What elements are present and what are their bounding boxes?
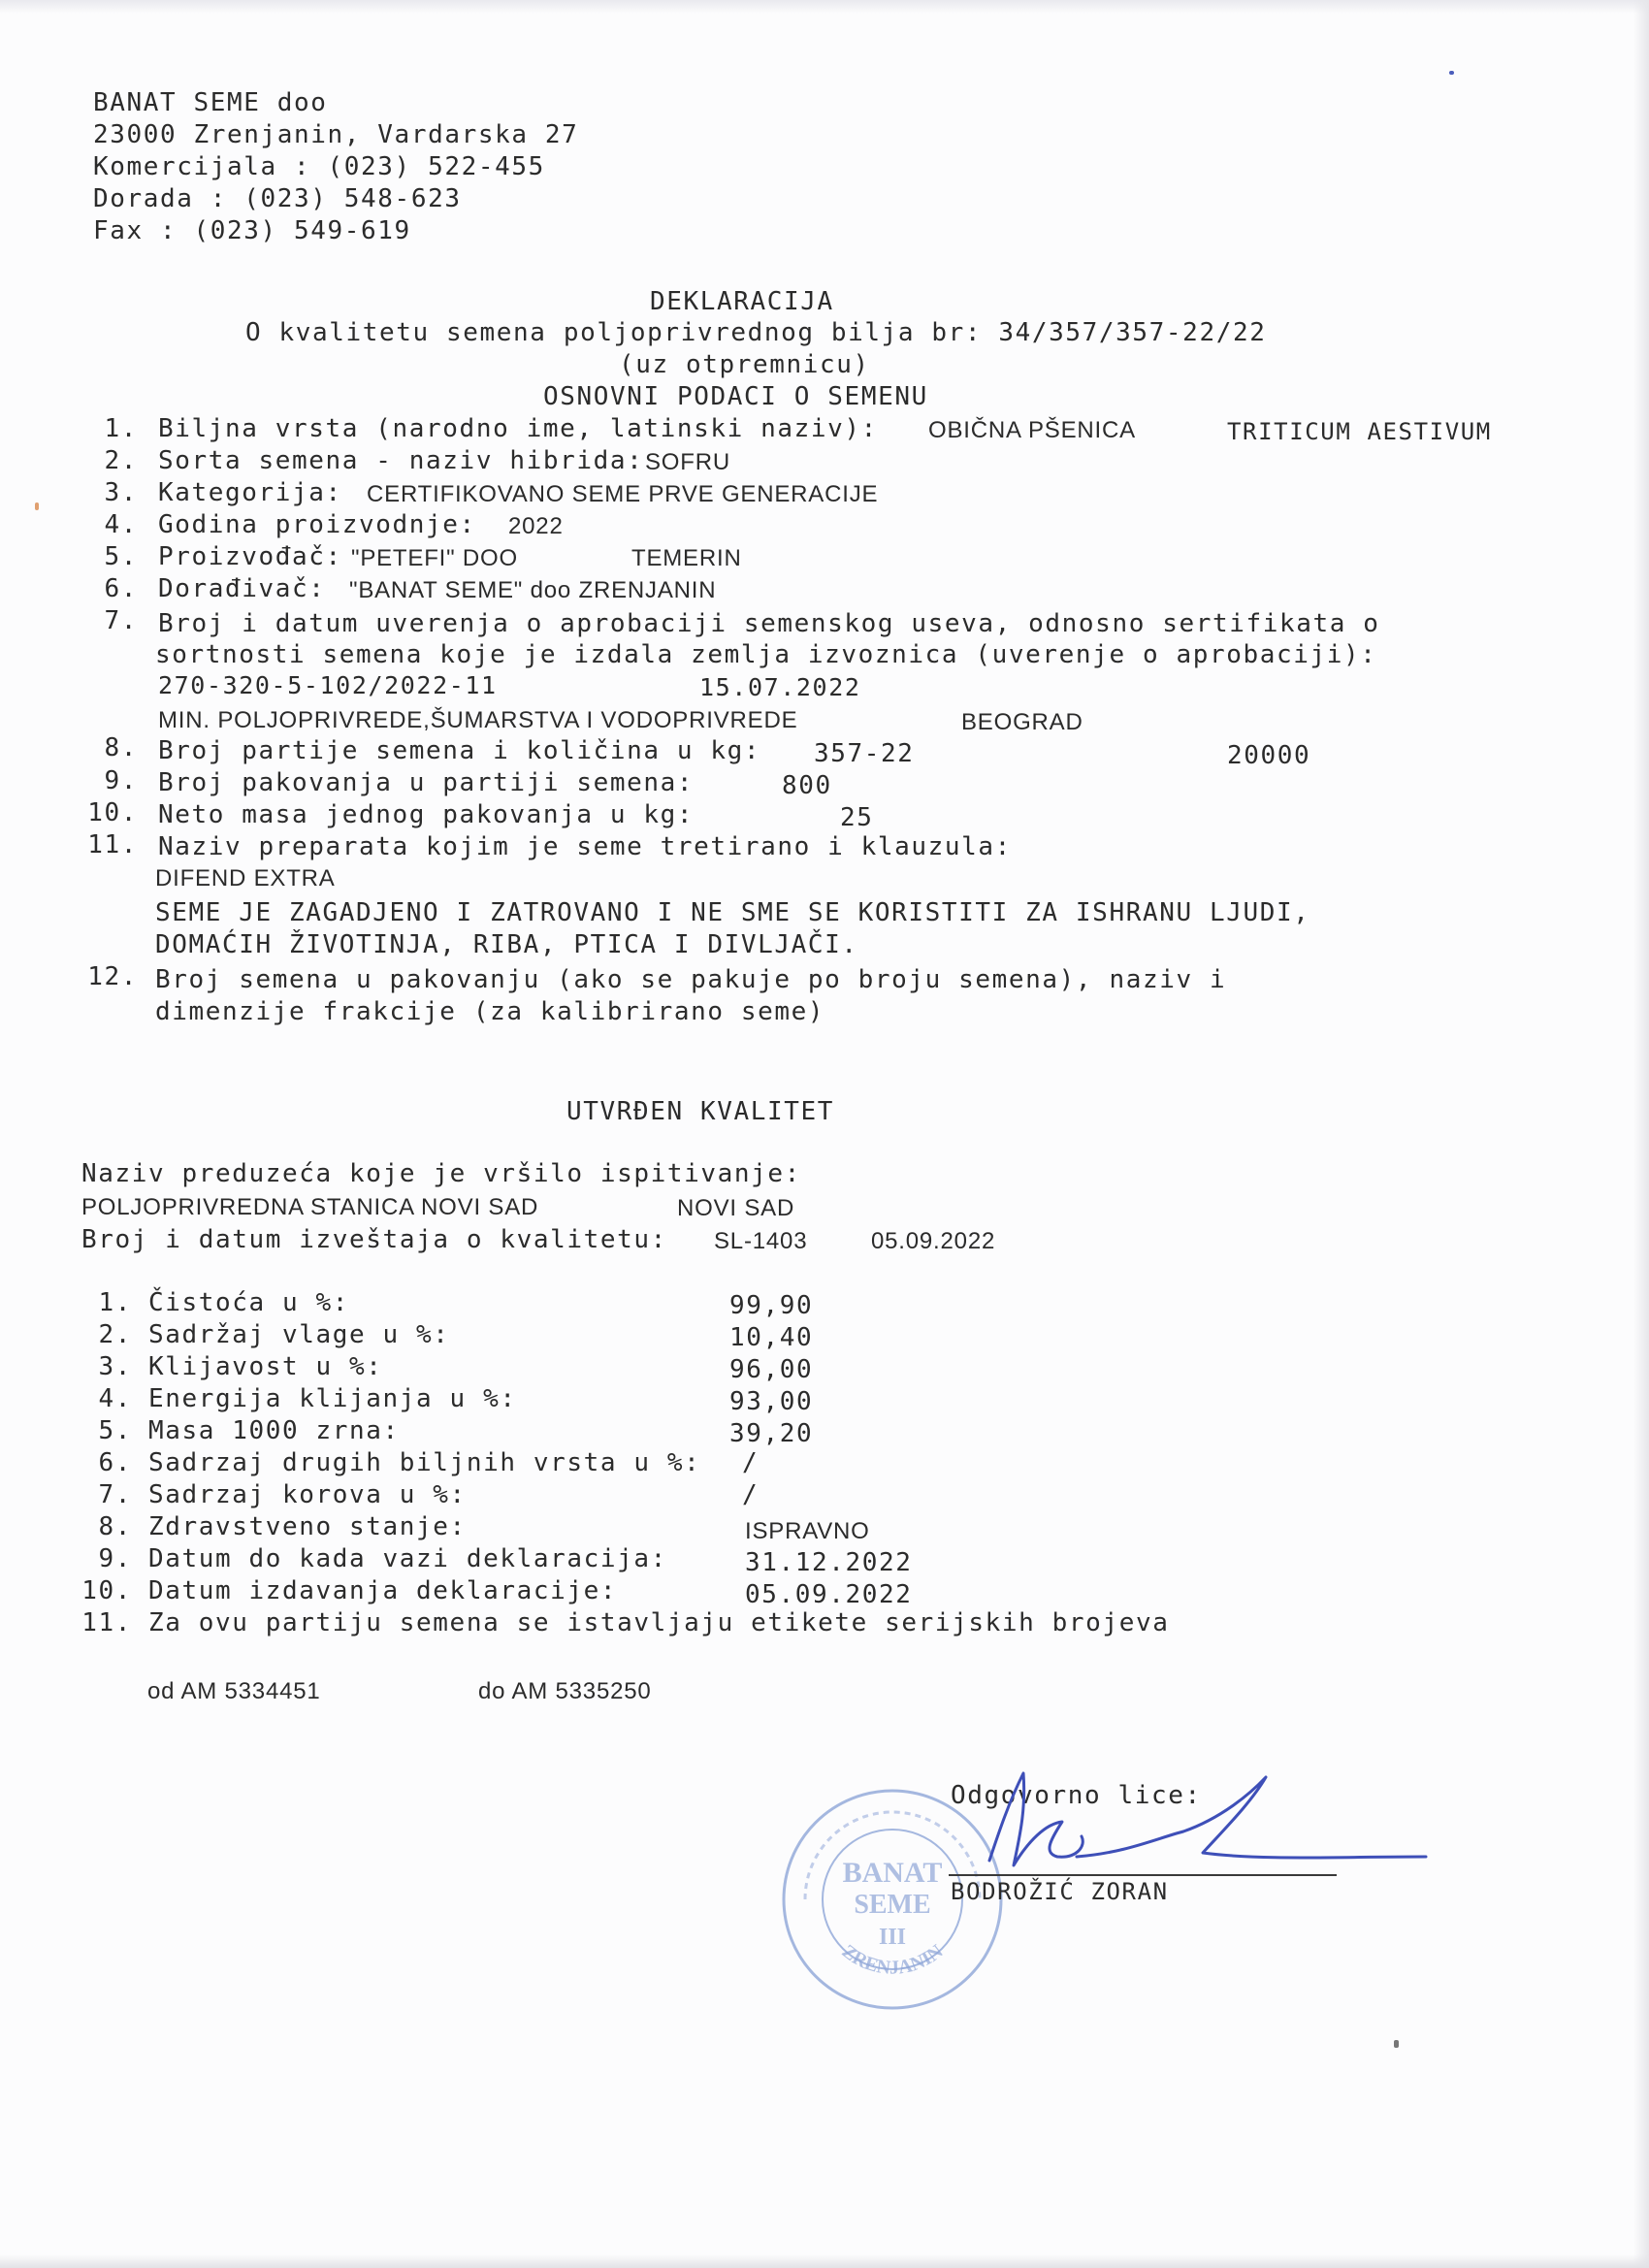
quality-item-label: Sadrzaj drugih biljnih vrsta u %: <box>148 1448 701 1477</box>
quality-item-label: Datum do kada vazi deklaracija: <box>148 1544 667 1573</box>
quality-item-label: Klijavost u %: <box>148 1352 383 1381</box>
stamp-line2: SEME <box>854 1890 931 1920</box>
company-phone-sales: Komercijala : (023) 522-455 <box>93 152 545 181</box>
list-item-label: Godina proizvodnje: <box>158 510 476 539</box>
processor-value: "BANAT SEME" doo ZRENJANIN <box>349 577 717 603</box>
treatment-warning-line1: SEME JE ZAGADJENO I ZATROVANO I NE SME SE KORISTITI ZA ISHRANU LJUDI, <box>155 898 1310 927</box>
list-item-number: 8. <box>104 733 138 762</box>
quality-item-value: 99,90 <box>729 1291 814 1320</box>
quality-item-value: / <box>742 1448 760 1477</box>
quality-item-value: 93,00 <box>729 1387 814 1416</box>
quality-item-label: Energija klijanja u %: <box>148 1384 517 1413</box>
document-note: (uz otpremnicu) <box>619 350 870 379</box>
package-mass-value: 25 <box>840 803 874 832</box>
list-item-number: 11. <box>87 830 138 859</box>
lab-city: NOVI SAD <box>677 1195 795 1221</box>
quality-item-value: ISPRAVNO <box>745 1518 870 1544</box>
quality-item-number: 5. <box>98 1416 132 1445</box>
scan-speck <box>1394 2040 1399 2048</box>
quality-item-number: 8. <box>98 1512 132 1541</box>
producer-city: TEMERIN <box>631 545 742 571</box>
list-item-label: Proizvođač: <box>158 542 342 571</box>
scan-edge-bottom <box>0 2254 1649 2268</box>
quality-item-label: Masa 1000 zrna: <box>148 1416 400 1445</box>
serial-range-to: do AM 5335250 <box>478 1678 652 1704</box>
scan-speck <box>1449 71 1454 75</box>
list-item-label: Neto masa jednog pakovanja u kg: <box>158 800 695 829</box>
treatment-warning-line2: DOMAĆIH ŽIVOTINJA, RIBA, PTICA I DIVLJAČI. <box>155 930 858 959</box>
signatory-name: BODROŽIĆ ZORAN <box>951 1878 1169 1905</box>
quality-item-label: Za ovu partiju semena se istavljaju etikete serijskih brojeva <box>148 1608 1170 1637</box>
list-item-label: Naziv preparata kojim je seme tretirano i klauzula: <box>158 832 1012 861</box>
quality-item-value: / <box>742 1480 760 1509</box>
certificate-number: 270-320-5-102/2022-11 <box>158 671 498 699</box>
scan-edge-top <box>0 0 1649 14</box>
list-item-number: 1. <box>104 414 138 443</box>
certificate-issuer: MIN. POLJOPRIVREDE,ŠUMARSTVA I VODOPRIVREDE <box>158 707 798 733</box>
quality-item-number: 9. <box>98 1544 132 1573</box>
quality-item-value: 39,20 <box>729 1419 814 1448</box>
quality-item-number: 10. <box>81 1576 132 1605</box>
quality-item-number: 6. <box>98 1448 132 1477</box>
list-item-label-continued: sortnosti semena koje je izdala zemlja izvoznica (uverenje o aprobaciji): <box>155 640 1377 669</box>
quality-item-value: 96,00 <box>729 1355 814 1384</box>
package-count-value: 800 <box>782 771 832 800</box>
section-title-quality: UTVRĐEN KVALITET <box>566 1097 835 1126</box>
quality-item-value: 31.12.2022 <box>745 1548 913 1577</box>
stamp-line3: III <box>878 1925 907 1950</box>
list-item-label: Biljna vrsta (narodno ime, latinski naziv): <box>158 414 878 443</box>
list-item-number: 6. <box>104 574 138 603</box>
company-name: BANAT SEME doo <box>93 88 328 117</box>
stamp-line1: BANAT <box>842 1857 943 1889</box>
report-label: Broj i datum izveštaja o kvalitetu: <box>81 1225 667 1254</box>
list-item-label: Broj i datum uverenja o aprobaciji semenskog useva, odnosno sertifikata o <box>158 609 1380 638</box>
producer-value: "PETEFI" DOO <box>351 545 518 571</box>
report-date: 05.09.2022 <box>871 1228 996 1254</box>
quality-item-number: 7. <box>98 1480 132 1509</box>
plant-latin-name: TRITICUM AESTIVUM <box>1227 418 1492 445</box>
scan-speck <box>35 502 39 510</box>
quality-item-label: Sadrzaj korova u %: <box>148 1480 467 1509</box>
category-value: CERTIFIKOVANO SEME PRVE GENERACIJE <box>367 481 879 507</box>
quality-item-label: Datum izdavanja deklaracije: <box>148 1576 618 1605</box>
document-title: DEKLARACIJA <box>650 287 834 316</box>
certificate-date: 15.07.2022 <box>699 673 861 701</box>
lab-name: POLJOPRIVREDNA STANICA NOVI SAD <box>81 1194 539 1220</box>
quality-item-label: Sadržaj vlage u %: <box>148 1320 450 1349</box>
list-item-label: Kategorija: <box>158 478 342 507</box>
quality-item-value: 05.09.2022 <box>745 1580 913 1609</box>
serial-range-from: od AM 5334451 <box>147 1678 321 1704</box>
quality-item-number: 11. <box>81 1608 132 1637</box>
variety-value: SOFRU <box>645 449 730 475</box>
certificate-issuer-city: BEOGRAD <box>961 709 1083 735</box>
report-number: SL-1403 <box>714 1228 808 1254</box>
company-address: 23000 Zrenjanin, Vardarska 27 <box>93 120 579 149</box>
list-item-number: 7. <box>104 606 138 635</box>
company-phone-processing: Dorada : (023) 548-623 <box>93 184 462 213</box>
list-item-label: Broj pakovanja u partiji semena: <box>158 768 695 797</box>
batch-number-value: 357-22 <box>814 739 915 768</box>
list-item-number: 9. <box>104 766 138 795</box>
handwritten-signature <box>931 1764 1436 1880</box>
signature-line <box>949 1874 1337 1876</box>
list-item-number: 3. <box>104 478 138 507</box>
scan-edge-right <box>1633 0 1649 2268</box>
batch-quantity-value: 20000 <box>1227 741 1311 770</box>
list-item-number: 2. <box>104 446 138 475</box>
company-fax: Fax : (023) 549-619 <box>93 216 411 245</box>
section-title-basic: OSNOVNI PODACI O SEMENU <box>543 382 928 411</box>
list-item-label-continued: dimenzije frakcije (za kalibrirano seme) <box>155 997 825 1026</box>
list-item-number: 4. <box>104 510 138 539</box>
list-item-label: Broj semena u pakovanju (ako se pakuje po broju semena), naziv i <box>155 965 1227 994</box>
quality-item-number: 1. <box>98 1288 132 1317</box>
stamp-bottom-arc-text: ZRENJANIN <box>837 1940 948 1979</box>
plant-common-name: OBIČNA PŠENICA <box>928 417 1136 443</box>
quality-item-label: Čistoća u %: <box>148 1288 350 1317</box>
quality-item-number: 3. <box>98 1352 132 1381</box>
quality-item-number: 4. <box>98 1384 132 1413</box>
list-item-label: Broj partije semena i količina u kg: <box>158 736 761 765</box>
list-item-label: Sorta semena - naziv hibrida: <box>158 446 644 475</box>
list-item-number: 5. <box>104 542 138 571</box>
list-item-number: 12. <box>87 962 138 991</box>
signature-label: Odgovorno lice: <box>951 1781 1202 1810</box>
quality-item-number: 2. <box>98 1320 132 1349</box>
list-item-number: 10. <box>87 798 138 827</box>
quality-item-value: 10,40 <box>729 1323 814 1352</box>
list-item-label: Dorađivač: <box>158 574 326 603</box>
treatment-product: DIFEND EXTRA <box>155 865 336 891</box>
quality-item-label: Zdravstveno stanje: <box>148 1512 467 1541</box>
document-subtitle: O kvalitetu semena poljoprivrednog bilja br: 34/357/357-22/22 <box>245 318 1267 347</box>
lab-label: Naziv preduzeća koje je vršilo ispitivanje: <box>81 1159 801 1188</box>
production-year-value: 2022 <box>508 513 564 539</box>
